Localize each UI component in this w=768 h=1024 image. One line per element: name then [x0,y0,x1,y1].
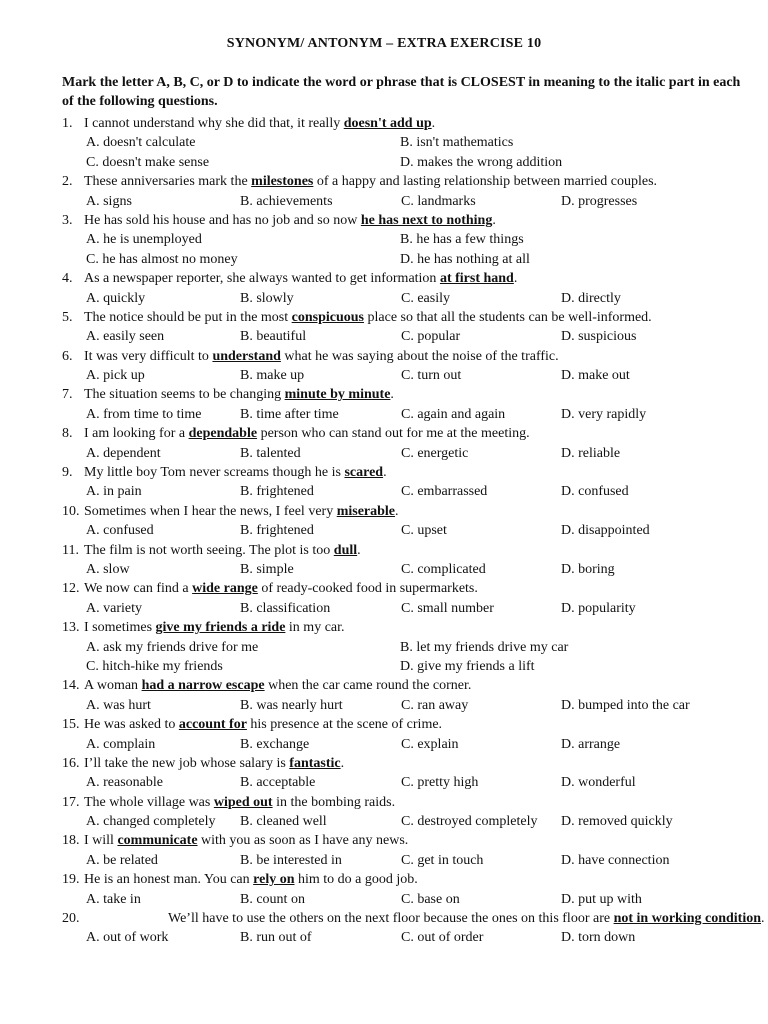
question-text-after: . [357,542,361,558]
question-number: 6. [62,348,73,364]
question-item [0,424,768,463]
question-stem [0,754,768,773]
question-text-after: . [340,755,345,771]
question-text-before: The situation seems to be changing [84,387,285,403]
question-number: 17. [62,794,80,810]
answer-option[interactable]: C. energetic [401,445,469,461]
question-text-after: place so that all the students can be well-informed. [364,309,652,325]
question-stem [0,385,768,404]
options-row [0,599,768,618]
question-item [0,347,768,386]
options-row [0,405,768,424]
question-text [84,502,732,521]
question-text-after: him to do a good job. [294,872,418,888]
question-text-before: My little boy Tom never screams though he is [84,465,345,481]
question-text-after: in the bombing raids. [272,794,396,810]
question-text-before: He is an honest man. You can [84,872,254,888]
question-number: 16. [62,755,80,771]
question-text-before: We now can find a [84,581,193,597]
answer-option[interactable]: D. bumped into the car [561,697,690,713]
keyword-underlined: had a narrow escape [141,678,265,694]
options-row [0,327,768,346]
options-row [0,230,768,249]
question-item [0,793,768,832]
question-stem [0,541,768,560]
question-text [84,870,732,889]
question-text-after: his presence at the scene of crime. [246,717,443,733]
answer-option[interactable]: D. he has nothing at all [400,251,530,267]
answer-option[interactable]: B. was nearly hurt [240,697,343,713]
answer-option[interactable]: B. count on [240,891,305,907]
question-text [84,114,732,133]
answer-option[interactable]: B. make up [240,368,305,384]
answer-option[interactable]: A. ask my friends drive for me [86,639,259,655]
question-text [84,579,732,598]
question-item [0,114,768,172]
answer-option[interactable]: B. frightened [240,484,314,500]
keyword-underlined: he has next to nothing [360,212,493,228]
question-text [84,793,732,812]
question-number: 11. [62,542,79,558]
question-item [0,385,768,424]
keyword-underlined: doesn't add up [343,116,432,131]
answer-option[interactable]: A. pick up [86,368,145,384]
answer-option[interactable]: D. disappointed [561,523,650,539]
keyword-underlined: account for [178,717,247,733]
question-stem [0,308,768,327]
answer-option[interactable]: C. out of order [401,930,484,946]
question-text [84,831,732,850]
options-row [0,133,768,152]
keyword-underlined: minute by minute [284,387,391,403]
question-text [84,463,732,482]
question-number: 19. [62,872,80,888]
answer-option[interactable]: C. pretty high [401,775,479,791]
instruction-text: Mark the letter A, B, C, or D to indicate the word or phrase that is CLOSEST in meaning to the italic part in each of the following questions. [62,75,741,109]
question-text-after: when the car came round the corner. [264,678,472,694]
answer-option[interactable]: D. torn down [561,930,636,946]
question-stem [0,211,768,230]
answer-option[interactable]: C. destroyed completely [401,814,538,830]
answer-option[interactable]: D. boring [561,561,615,577]
answer-option[interactable]: A. confused [86,523,154,539]
answer-option[interactable]: A. was hurt [86,697,151,713]
question-text-after: . [513,271,518,287]
answer-option[interactable]: D. make out [561,368,630,384]
question-number: 7. [62,387,73,403]
answer-option[interactable]: C. upset [401,523,447,539]
question-text-before: A woman [84,678,142,694]
answer-option[interactable]: A. take in [86,891,141,907]
question-text [84,541,732,560]
answer-option[interactable]: D. directly [561,290,621,306]
keyword-underlined: scared [344,465,384,481]
question-text-before: Sometimes when I hear the news, I feel very [84,503,337,519]
question-text-after: . [390,387,394,403]
question-text-after: of ready-cooked food in supermarkets. [257,581,478,597]
question-text-after: . [492,212,496,228]
keyword-underlined: milestones [251,174,314,190]
question-stem [0,831,768,850]
question-item [0,172,768,211]
question-text-before: We’ll have to use the others on the next floor because the ones on this floor are [168,911,614,927]
question-number: 15. [62,717,80,733]
answer-option[interactable]: D. confused [561,484,629,500]
options-row [0,735,768,754]
question-text-before: I will [84,833,118,849]
question-text-before: He was asked to [84,717,179,733]
answer-option[interactable]: B. let my friends drive my car [400,639,569,655]
answer-option[interactable]: B. slowly [240,290,294,306]
options-row [0,638,768,657]
question-number: 13. [62,620,80,636]
question-stem [0,424,768,443]
answer-option[interactable]: B. time after time [240,406,339,422]
answer-option[interactable]: C. popular [401,329,461,345]
question-number: 4. [62,271,73,287]
question-stem [0,676,768,695]
answer-option[interactable]: D. wonderful [561,775,636,791]
keyword-underlined: dependable [188,426,258,442]
question-text-after: what he was saying about the noise of the traffic. [280,348,559,364]
answer-option[interactable]: B. simple [240,561,294,577]
answer-option[interactable]: B. isn't mathematics [400,135,514,151]
keyword-underlined: rely on [253,872,295,888]
options-row [0,482,768,501]
question-stem [0,347,768,366]
question-text [168,909,768,928]
answer-option[interactable]: D. makes the wrong addition [400,154,563,170]
question-stem [0,579,768,598]
question-stem [0,502,768,521]
answer-option[interactable]: D. suspicious [561,329,637,345]
answer-option[interactable]: B. acceptable [240,775,316,791]
answer-option[interactable]: A. quickly [86,290,146,306]
question-number: 18. [62,833,80,849]
options-row [0,773,768,792]
question-text-before: I’ll take the new job whose salary is [84,755,290,771]
question-stem [0,793,768,812]
question-text [84,715,732,734]
answer-option[interactable]: B. run out of [240,930,312,946]
answer-option[interactable]: D. arrange [561,736,621,752]
question-text-before: It was very difficult to [84,348,213,364]
question-number: 9. [62,465,73,481]
question-text-before: He has sold his house and has no job and so now [84,212,361,228]
answer-option[interactable]: A. changed completely [86,814,216,830]
question-item [0,909,768,948]
question-number: 5. [62,309,73,325]
question-text-before: The whole village was [84,794,214,810]
keyword-underlined: not in working condition [613,911,762,927]
keyword-underlined: conspicuous [291,309,364,325]
keyword-underlined: give my friends a ride [155,620,286,636]
options-row [0,657,768,676]
question-text [84,211,732,230]
options-row [0,153,768,172]
question-text [84,618,732,637]
answer-option[interactable]: C. embarrassed [401,484,488,500]
answer-option[interactable]: A. doesn't calculate [86,135,196,151]
options-row [0,250,768,269]
question-item [0,676,768,715]
answer-option[interactable]: B. beautiful [240,329,307,345]
question-number: 2. [62,174,73,190]
answer-option[interactable]: C. doesn't make sense [86,154,210,170]
answer-option[interactable]: A. slow [86,561,130,577]
question-item [0,870,768,909]
answer-option[interactable]: D. reliable [561,445,621,461]
answer-option[interactable]: C. hitch-hike my friends [86,658,223,674]
question-stem [0,618,768,637]
question-text [84,269,732,288]
question-item [0,754,768,793]
question-text-after: . [431,116,436,131]
question-text [84,754,732,773]
options-row [0,928,768,947]
answer-option[interactable]: C. again and again [401,406,506,422]
options-row [0,444,768,463]
question-item [0,618,768,676]
question-item [0,463,768,502]
answer-option[interactable]: A. signs [86,193,132,209]
answer-option[interactable]: C. base on [401,891,460,907]
answer-option[interactable]: B. be interested in [240,852,342,868]
answer-option[interactable]: C. he has almost no money [86,251,238,267]
answer-option[interactable]: C. easily [401,290,450,306]
options-row [0,521,768,540]
answer-option[interactable]: A. dependent [86,445,161,461]
keyword-underlined: dull [333,542,358,558]
question-text-after: with you as soon as I have any news. [197,833,409,849]
question-stem [0,715,768,734]
question-stem [0,114,768,133]
question-item [0,269,768,308]
question-text-before: I am looking for a [84,426,189,442]
keyword-underlined: wiped out [213,794,273,810]
question-stem [0,870,768,889]
question-text [84,308,732,327]
question-text-after: of a happy and lasting relationship between married couples. [313,174,658,190]
options-row [0,366,768,385]
question-item [0,579,768,618]
answer-option[interactable]: B. exchange [240,736,310,752]
answer-option[interactable]: A. complain [86,736,156,752]
question-item [0,308,768,347]
answer-option[interactable]: B. talented [240,445,301,461]
answer-option[interactable]: A. he is unemployed [86,232,202,248]
question-text [84,676,732,695]
question-text-after: . [383,465,387,481]
answer-option[interactable]: A. from time to time [86,406,202,422]
answer-option[interactable]: C. complicated [401,561,486,577]
answer-option[interactable]: B. frightened [240,523,314,539]
answer-option[interactable]: C. landmarks [401,193,476,209]
answer-option[interactable]: C. small number [401,600,494,616]
question-text-after: person who can stand out for me at the meeting. [257,426,530,442]
question-number: 8. [62,426,73,442]
answer-option[interactable]: A. reasonable [86,775,163,791]
answer-option[interactable]: B. achievements [240,193,333,209]
worksheet-title: SYNONYM/ ANTONYM – EXTRA EXERCISE 10 [226,36,542,51]
question-text-before: These anniversaries mark the [84,174,252,190]
answer-option[interactable]: C. turn out [401,368,462,384]
question-text-after: . [395,503,399,519]
question-item [0,831,768,870]
question-text-before: The film is not worth seeing. The plot is too [84,542,334,558]
question-number: 14. [62,678,80,694]
keyword-underlined: miserable [336,503,396,519]
answer-option[interactable]: C. explain [401,736,459,752]
keyword-underlined: fantastic [289,755,341,771]
question-list [0,114,768,948]
answer-option[interactable]: D. progresses [561,193,638,209]
question-stem [0,463,768,482]
options-row [0,192,768,211]
keyword-underlined: at first hand [439,271,514,287]
options-row [0,289,768,308]
question-text-after: . [761,911,765,927]
keyword-underlined: understand [212,348,281,364]
question-item [0,502,768,541]
question-text [84,172,732,191]
question-stem [0,909,768,928]
question-number: 3. [62,212,73,228]
options-row [0,696,768,715]
question-text [84,385,732,404]
answer-option[interactable]: A. in pain [86,484,142,500]
answer-option[interactable]: D. put up with [561,891,642,907]
answer-option[interactable]: C. get in touch [401,852,484,868]
answer-option[interactable]: D. removed quickly [561,814,673,830]
question-number: 12. [62,581,80,597]
question-number: 1. [62,116,73,131]
keyword-underlined: wide range [192,581,258,597]
options-row [0,812,768,831]
answer-option[interactable]: D. give my friends a lift [400,658,535,674]
question-text-before: I sometimes [84,620,156,636]
options-row [0,890,768,909]
question-item [0,715,768,754]
question-text [84,424,732,443]
answer-option[interactable]: B. he has a few things [400,232,524,248]
question-text-before: The notice should be put in the most [84,309,292,325]
question-text-after: in my car. [285,620,345,636]
question-text-before: I cannot understand why she did that, it really [84,116,344,131]
answer-option[interactable]: A. variety [86,600,142,616]
question-stem [0,269,768,288]
options-row [0,560,768,579]
question-item [0,211,768,269]
answer-option[interactable]: D. have connection [561,852,670,868]
answer-option[interactable]: D. popularity [561,600,636,616]
question-text [84,347,732,366]
question-item [0,541,768,580]
answer-option[interactable]: A. be related [86,852,158,868]
answer-option[interactable]: A. out of work [86,930,169,946]
options-row [0,851,768,870]
answer-option[interactable]: D. very rapidly [561,406,647,422]
answer-option[interactable]: C. ran away [401,697,469,713]
question-stem [0,172,768,191]
question-number: 10. [62,503,80,519]
answer-option[interactable]: A. easily seen [86,329,165,345]
question-number: 20. [62,911,80,927]
question-text-before: As a newspaper reporter, she always wanted to get information [84,271,440,287]
keyword-underlined: communicate [117,833,198,849]
answer-option[interactable]: B. classification [240,600,331,616]
answer-option[interactable]: B. cleaned well [240,814,327,830]
